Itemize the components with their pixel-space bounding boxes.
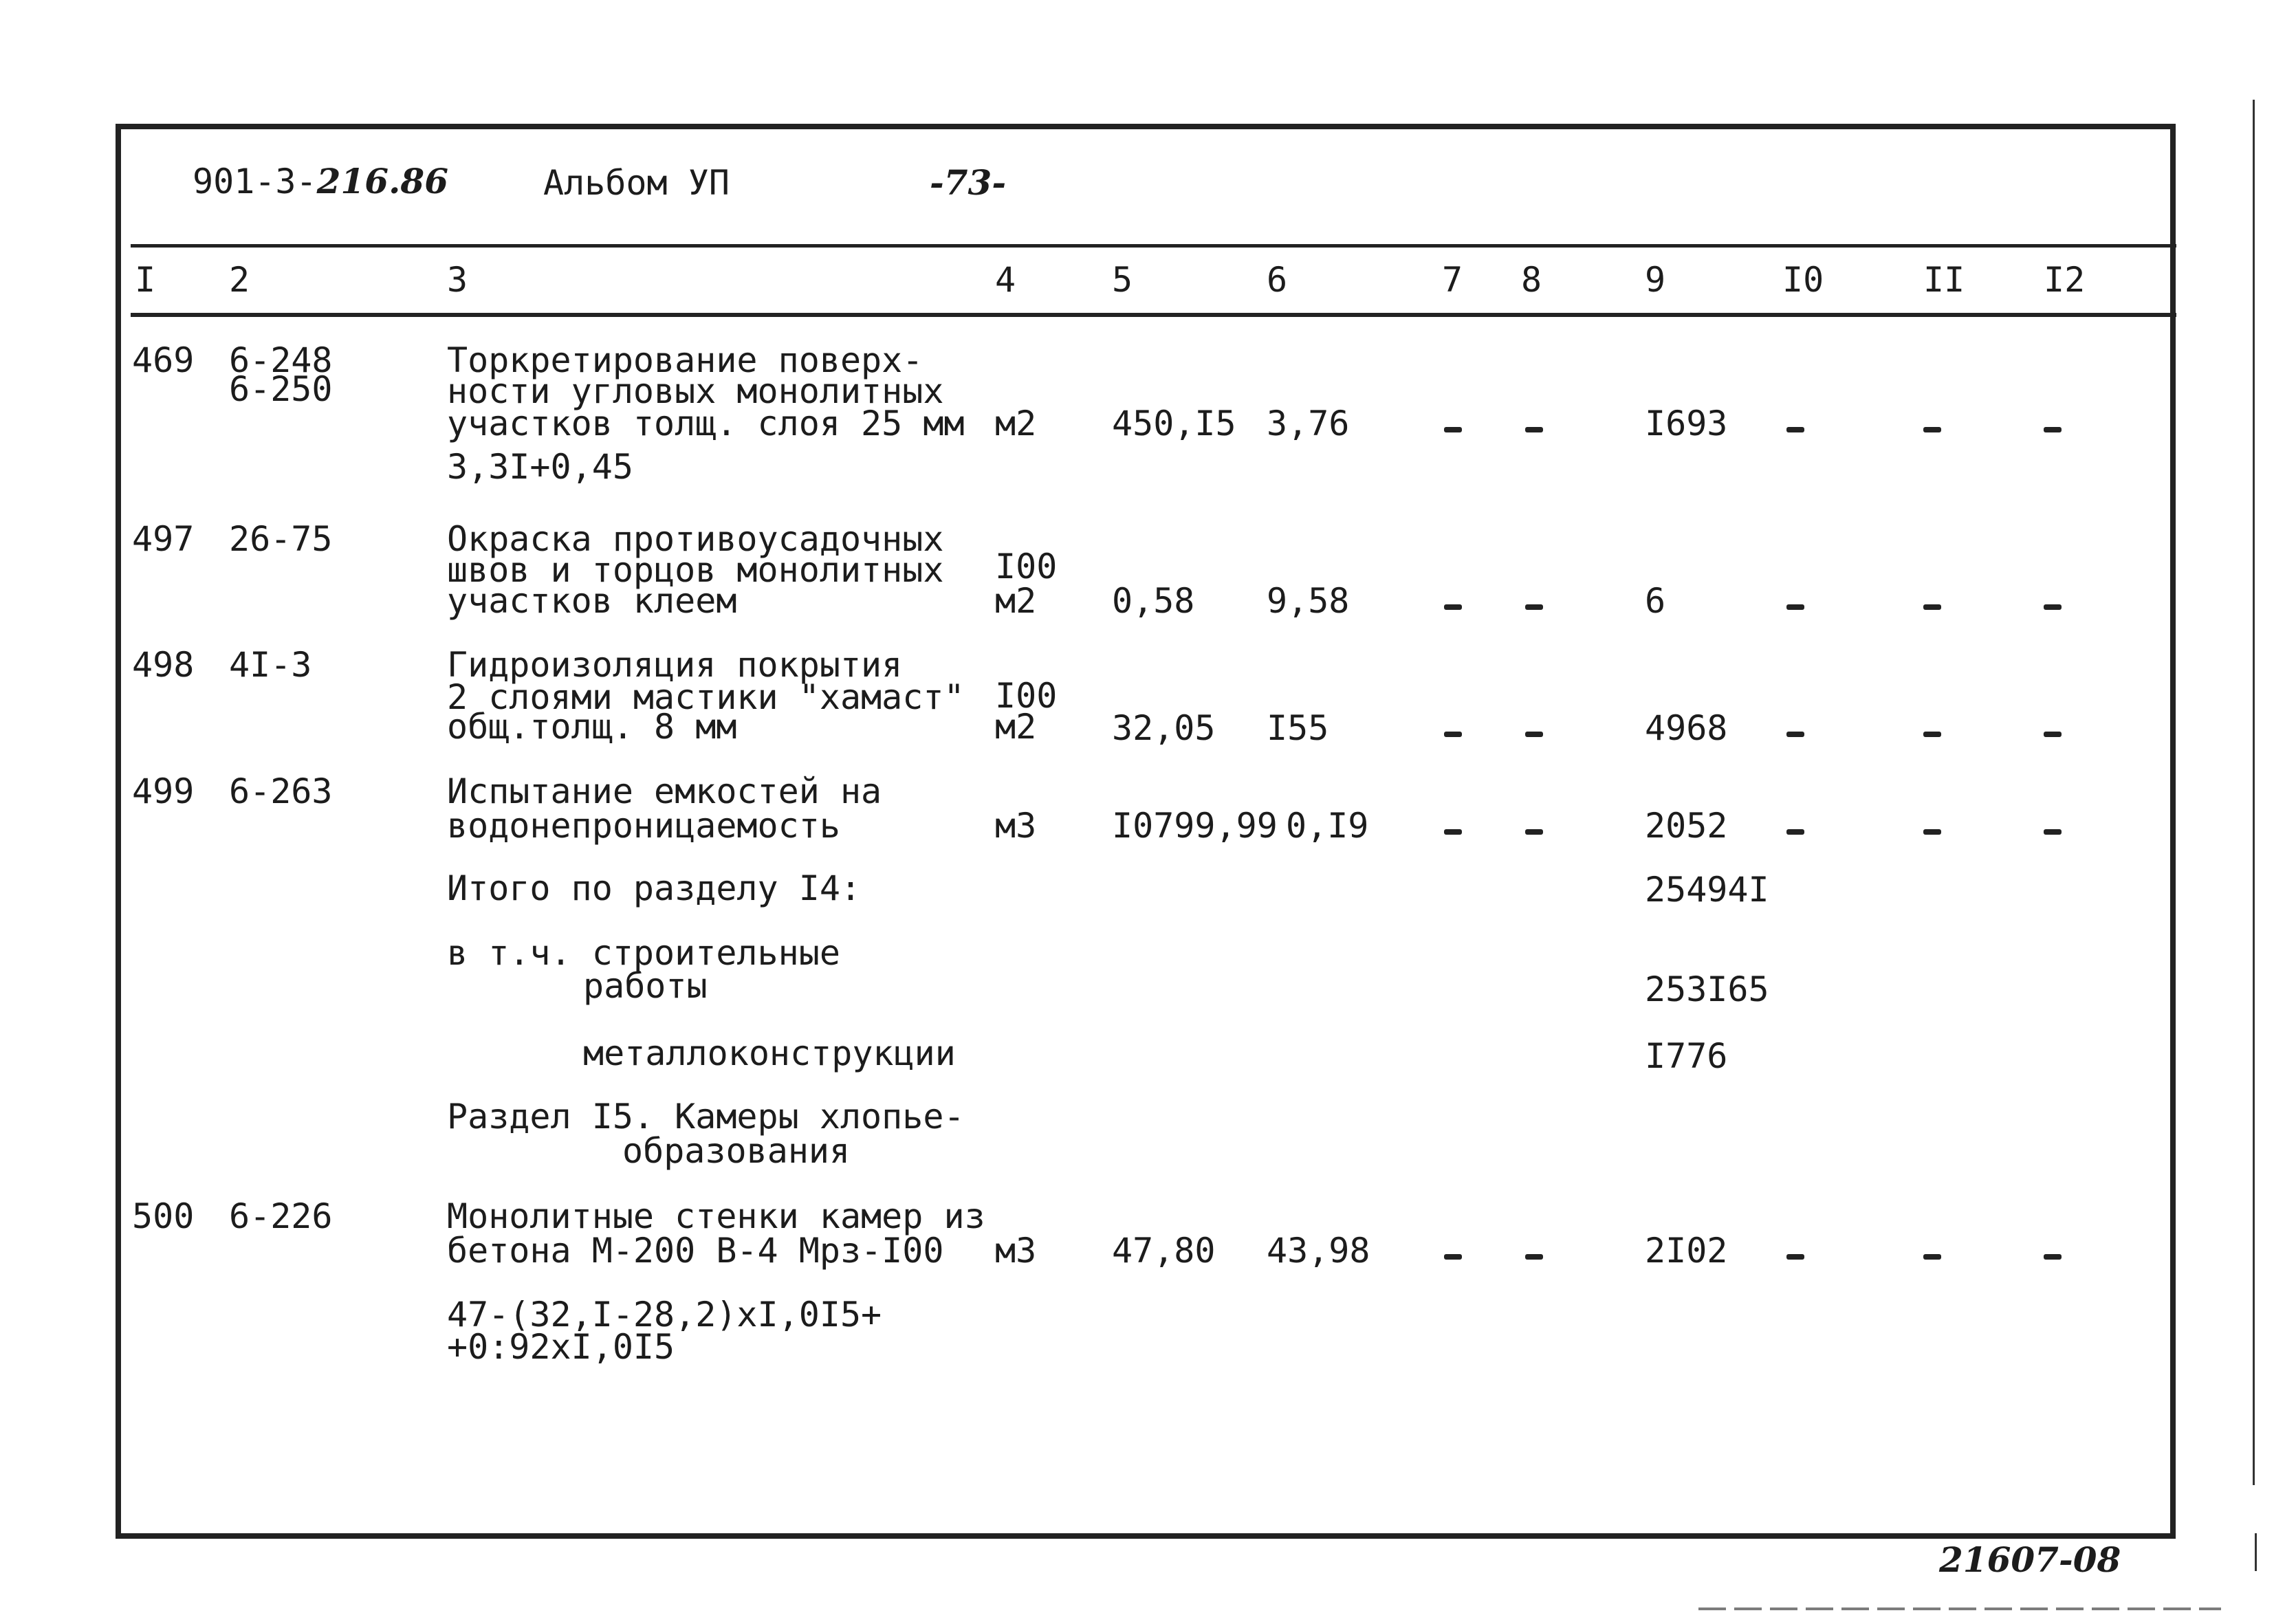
total-cost: 2052 (1645, 806, 1728, 846)
norm-code: 6-226 (229, 1196, 333, 1236)
unit: I00 (995, 547, 1058, 586)
empty-cell-dash (2044, 1254, 2062, 1260)
work-description: участков толщ. слоя 25 мм (447, 404, 965, 443)
column-header-2: 2 (229, 260, 250, 300)
unit: м3 (995, 1231, 1037, 1271)
norm-code: 26-75 (229, 519, 333, 559)
unit: м2 (995, 707, 1037, 747)
section-total-value: 25494I (1645, 870, 1769, 910)
empty-cell-dash (1786, 732, 1804, 737)
section-title: образования (622, 1131, 851, 1171)
column-header-4: 4 (995, 260, 1016, 300)
work-description: водонепроницаемость (447, 806, 840, 846)
including-label: в т.ч. строительные (447, 933, 840, 973)
empty-cell-dash (1923, 604, 1941, 610)
empty-cell-dash (1525, 732, 1543, 737)
unit: м2 (995, 404, 1037, 443)
quantity: 0,58 (1112, 581, 1195, 621)
quantity-formula: 47-(32,I-28,2)xI,0I5+ (447, 1295, 882, 1335)
column-header-7: 7 (1442, 260, 1463, 300)
metal-structures-label: металлоконструкции (583, 1033, 956, 1073)
quantity: I0799,99 (1112, 806, 1278, 846)
work-description: Монолитные стенки камер из (447, 1196, 985, 1236)
empty-cell-dash (1786, 1254, 1804, 1260)
norm-code: 6-263 (229, 771, 333, 811)
section-title: Раздел I5. Камеры хлопье- (447, 1097, 965, 1137)
column-header-divider (131, 313, 2176, 317)
empty-cell-dash (2044, 829, 2062, 835)
row-number: 498 (132, 645, 195, 685)
empty-cell-dash (1923, 1254, 1941, 1260)
work-description: Испытание емкостей на (447, 771, 882, 811)
scan-edge-mark (2255, 1533, 2257, 1571)
row-number: 497 (132, 519, 195, 559)
unit-price: 9,58 (1267, 581, 1350, 621)
empty-cell-dash (1444, 1254, 1462, 1260)
inventory-number-handwritten: 21607-08 (1939, 1539, 2121, 1580)
unit-price: I55 (1267, 708, 1329, 748)
total-cost: I693 (1645, 404, 1728, 443)
quantity: 47,80 (1112, 1231, 1216, 1271)
column-header-12: I2 (2044, 260, 2086, 300)
including-label: работы (583, 966, 708, 1006)
column-header-3: 3 (447, 260, 468, 300)
unit: м3 (995, 806, 1037, 846)
section-total-label: Итого по разделу I4: (447, 868, 862, 908)
work-description: общ.толщ. 8 мм (447, 707, 737, 747)
empty-cell-dash (1444, 604, 1462, 610)
row-number: 469 (132, 340, 195, 380)
quantity-formula: +0:92xI,0I5 (447, 1327, 675, 1367)
total-cost: 6 (1645, 581, 1666, 621)
column-header-9: 9 (1645, 260, 1666, 300)
album-label: Альбом УП (543, 163, 730, 203)
metal-structures-value: I776 (1645, 1036, 1728, 1076)
row-number: 500 (132, 1196, 195, 1236)
doc-code-handwritten: 216.86 (316, 161, 448, 201)
column-header-8: 8 (1521, 260, 1542, 300)
column-header-11: II (1923, 260, 1965, 300)
construction-works-value: 253I65 (1645, 969, 1769, 1009)
unit-price: 43,98 (1267, 1231, 1370, 1271)
unit: м2 (995, 581, 1037, 621)
empty-cell-dash (2044, 732, 2062, 737)
quantity: 450,I5 (1112, 404, 1236, 443)
work-description: бетона М-200 В-4 Мрз-I00 (447, 1231, 944, 1271)
empty-cell-dash (1525, 604, 1543, 610)
empty-cell-dash (2044, 604, 2062, 610)
empty-cell-dash (2044, 427, 2062, 432)
empty-cell-dash (1786, 427, 1804, 432)
unit-price: 0,I9 (1286, 806, 1369, 846)
empty-cell-dash (1525, 1254, 1543, 1260)
column-header-10: I0 (1782, 260, 1824, 300)
empty-cell-dash (1923, 427, 1941, 432)
header-divider (131, 244, 2176, 248)
empty-cell-dash (1525, 829, 1543, 835)
empty-cell-dash (1923, 829, 1941, 835)
doc-code-printed: 901-3- (193, 162, 317, 201)
column-header-6: 6 (1267, 260, 1288, 300)
work-description: Торкретирование поверх- (447, 340, 923, 380)
work-description: швов и торцов монолитных (447, 550, 944, 590)
total-cost: 2I02 (1645, 1231, 1728, 1271)
row-number: 499 (132, 771, 195, 811)
norm-code: 6-248 (229, 340, 333, 380)
work-description: 2 слоями мастики "хамаст" (447, 677, 965, 717)
empty-cell-dash (1923, 732, 1941, 737)
empty-cell-dash (1444, 732, 1462, 737)
empty-cell-dash (1786, 829, 1804, 835)
empty-cell-dash (1444, 829, 1462, 835)
norm-code: 4I-3 (229, 645, 312, 685)
page-number: -73- (930, 162, 1007, 203)
unit-price: 3,76 (1267, 404, 1350, 443)
norm-code: 6-250 (229, 369, 333, 409)
scan-bottom-noise (1698, 1607, 2221, 1610)
quantity-formula: 3,3I+0,45 (447, 447, 633, 487)
total-cost: 4968 (1645, 708, 1728, 748)
empty-cell-dash (1444, 427, 1462, 432)
unit: I00 (995, 676, 1058, 716)
work-description: Окраска противоусадочных (447, 519, 944, 559)
work-description: участков клеем (447, 581, 737, 621)
work-description: Гидроизоляция покрытия (447, 645, 903, 685)
column-header-1: I (135, 260, 156, 300)
column-header-5: 5 (1112, 260, 1133, 300)
empty-cell-dash (1786, 604, 1804, 610)
empty-cell-dash (1525, 427, 1543, 432)
scan-edge-line (2253, 100, 2255, 1485)
quantity: 32,05 (1112, 708, 1216, 748)
doc-code (193, 161, 448, 201)
work-description: ности угловых монолитных (447, 371, 944, 411)
